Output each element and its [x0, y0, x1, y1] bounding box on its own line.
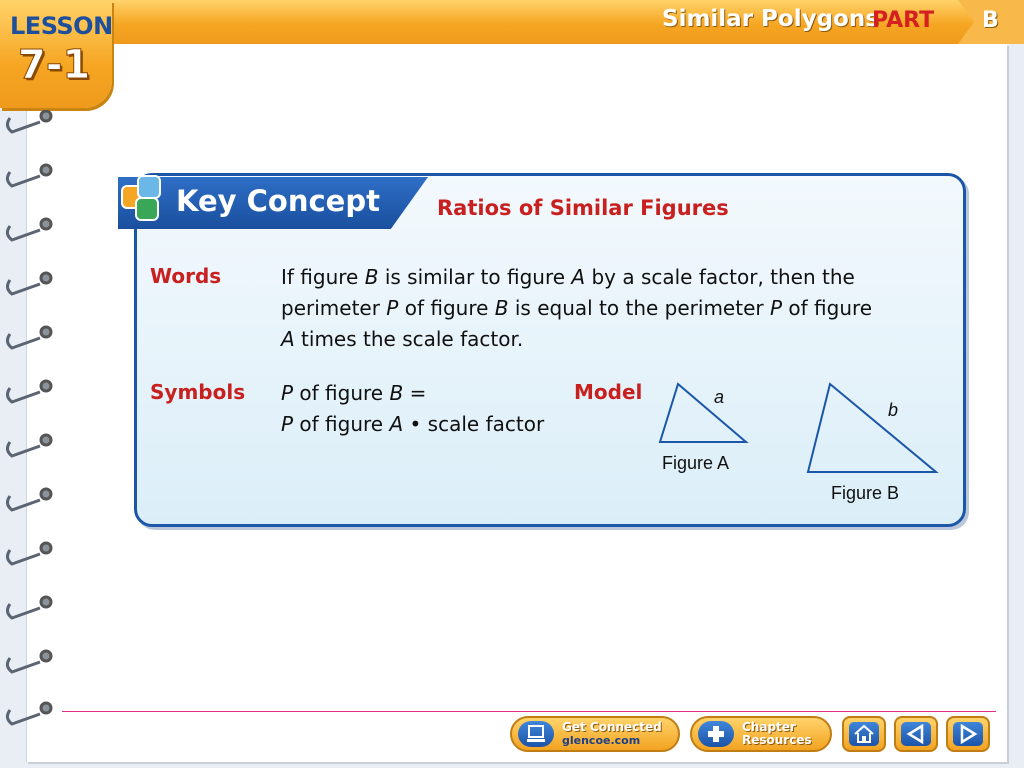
symbols-text: P of figure B = P of figure A • scale factor: [281, 381, 545, 436]
get-connected-label: Get Connected: [562, 720, 662, 734]
triangle-figure-b: [808, 384, 936, 472]
key-concept-logo-icon: [116, 172, 172, 228]
lesson-title: Similar Polygons: [662, 6, 879, 32]
home-icon: [849, 722, 879, 746]
model-label: Model: [574, 380, 643, 404]
side-a-label: a: [714, 387, 725, 407]
figure-a-label: Figure A: [662, 453, 730, 473]
next-button[interactable]: [946, 716, 990, 752]
part-label: PART: [872, 8, 935, 33]
computer-icon: [518, 721, 554, 747]
lesson-word: LESSON: [10, 12, 113, 40]
spiral-binding: [0, 110, 60, 730]
get-connected-button[interactable]: [510, 716, 680, 752]
lesson-tab: [0, 0, 112, 108]
glencoe-link-label: glencoe.com: [562, 734, 641, 747]
side-b-label: b: [888, 400, 899, 420]
part-letter: B: [982, 8, 999, 33]
words-label: Words: [150, 264, 222, 288]
left-arrow-icon: [901, 722, 931, 746]
key-concept-title: Key Concept: [176, 184, 380, 218]
previous-button[interactable]: [894, 716, 938, 752]
resources-label: Resources: [742, 733, 812, 747]
lesson-number: 7-1: [18, 42, 91, 88]
chapter-resources-button[interactable]: [690, 716, 832, 752]
chapter-label: Chapter: [742, 720, 796, 734]
right-arrow-icon: [953, 722, 983, 746]
key-concept-subtitle: Ratios of Similar Figures: [437, 196, 729, 220]
symbols-label: Symbols: [150, 380, 246, 404]
words-text: If figure B is similar to figure A by a scale factor, then the perimeter P of figure B is equal to the perimeter P of figure A times the scale factor.: [281, 265, 873, 351]
plus-icon: [698, 721, 734, 747]
footer-divider: [62, 711, 996, 712]
triangle-figure-a: [660, 384, 746, 442]
figure-b-label: Figure B: [831, 483, 900, 503]
home-button[interactable]: [842, 716, 886, 752]
